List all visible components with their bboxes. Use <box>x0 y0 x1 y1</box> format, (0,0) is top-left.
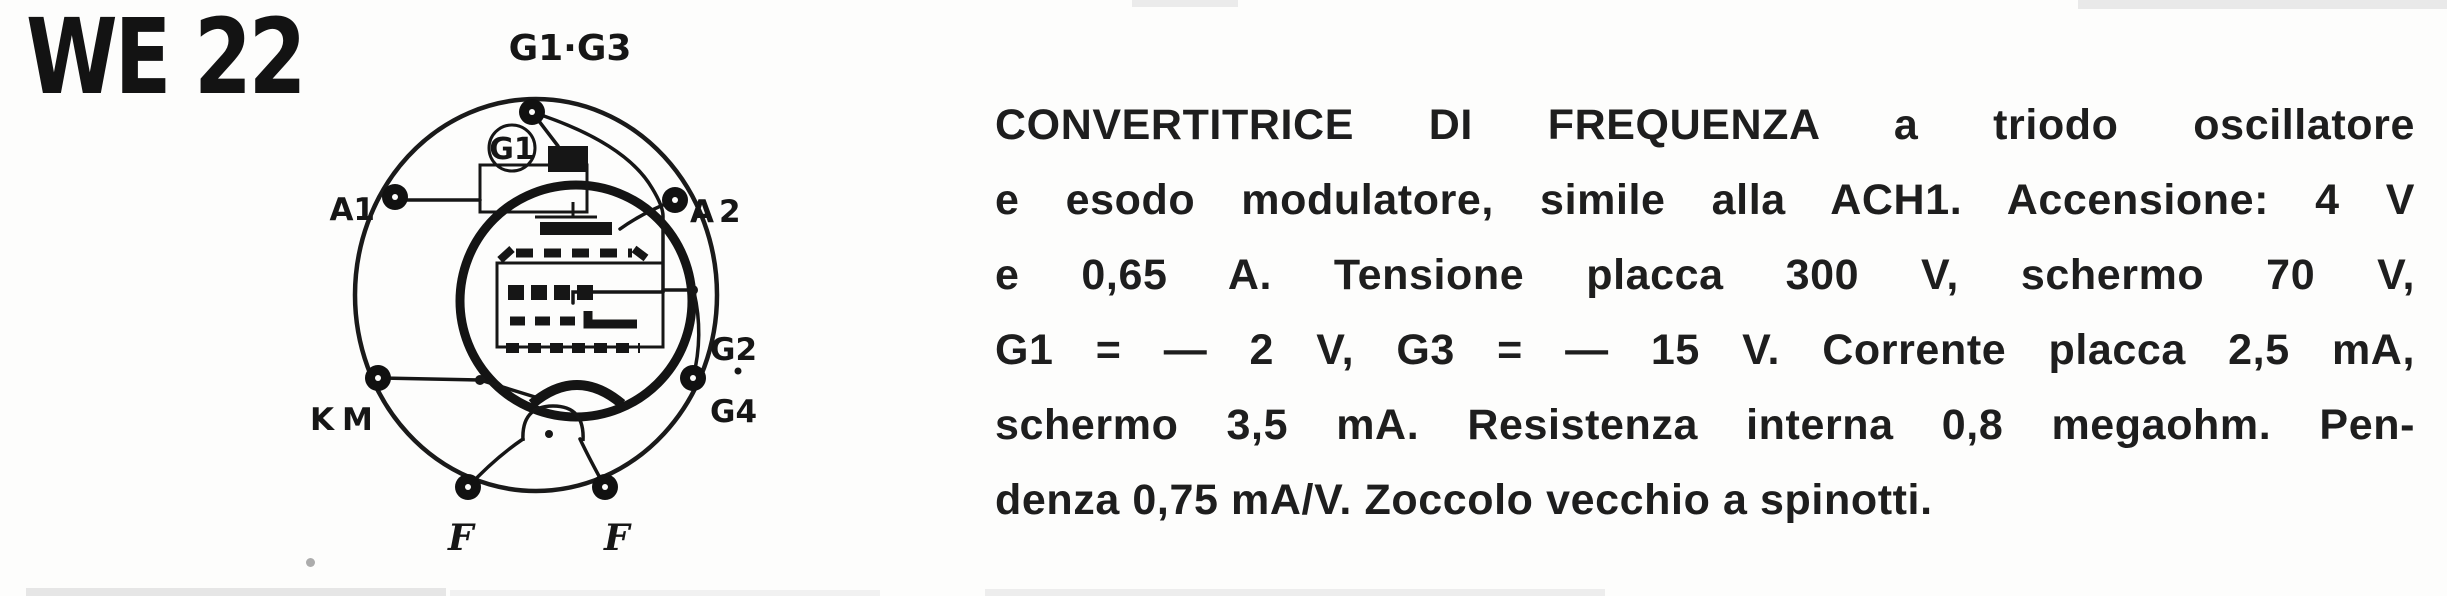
pin-label-km: KM <box>310 402 381 438</box>
g2-g4-separator-dot <box>735 368 742 375</box>
pin-label-g2: G2 <box>710 332 758 368</box>
description-line: e esodo modulatore, simile alla ACH1. Accensione: 4 V <box>995 176 2415 224</box>
scan-artifact <box>2078 0 2447 9</box>
tube-pinout-diagram <box>290 20 790 565</box>
pin-label-f-left: F <box>448 517 474 559</box>
scan-artifact <box>26 588 446 596</box>
scan-artifact <box>1132 0 1238 7</box>
description-line: CONVERTITRICE DI FREQUENZA a triodo oscillatore <box>995 101 2415 149</box>
pin-label-g1-inner: G1 <box>489 132 535 167</box>
description-line: e 0,65 A. Tensione placca 300 V, schermo 70 V, <box>995 251 2415 299</box>
description-line: denza 0,75 mA/V. Zoccolo vecchio a spinotti. <box>995 476 1933 524</box>
description-line: schermo 3,5 mA. Resistenza interna 0,8 megaohm. Pen- <box>995 401 2415 449</box>
tube-model-title: WE 22 <box>26 0 304 118</box>
pin-label-g4: G4 <box>710 394 758 430</box>
pin-label-a2: A2 <box>690 194 746 230</box>
pin-label-g1g3: G1·G3 <box>508 28 632 69</box>
pin-label-f-right: F <box>604 517 630 559</box>
tube-description <box>995 88 2415 538</box>
scan-artifact <box>306 558 315 567</box>
description-line: G1 = — 2 V, G3 = — 15 V. Corrente placca 2,5 mA, <box>995 326 2415 374</box>
scan-artifact <box>985 589 1605 596</box>
pin-label-a1: A1 <box>329 192 375 228</box>
scan-artifact <box>450 590 880 596</box>
